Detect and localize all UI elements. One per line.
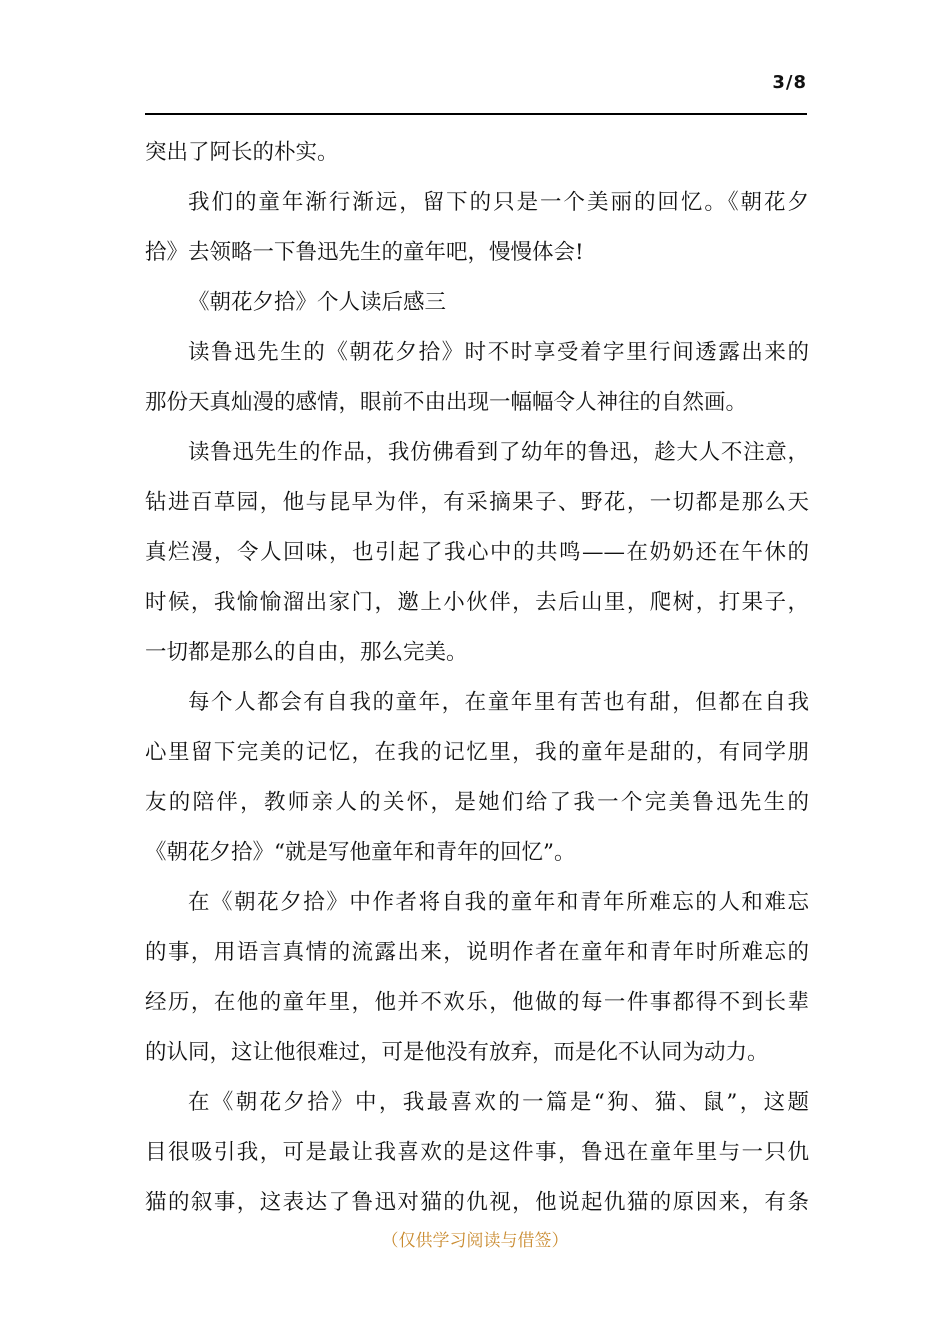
text-line: 一切都是那么的自由，那么完美。 [145, 640, 468, 665]
text-line: 友的陪伴，教师亲人的关怀，是她们给了我一个完美鲁迅先生的 [145, 790, 809, 815]
page-number: 3/8 [772, 72, 807, 93]
header-divider [145, 113, 807, 115]
text-line: 读鲁迅先生的作品，我仿佛看到了幼年的鲁迅，趁大人不注意， [188, 440, 809, 465]
text-line: 我们的童年渐行渐远，留下的只是一个美丽的回忆。《朝花夕 [188, 190, 809, 215]
text-line: 每个人都会有自我的童年，在童年里有苦也有甜，但都在自我 [188, 690, 809, 715]
text-line: 拾》去领略一下鲁迅先生的童年吧，慢慢体会! [145, 240, 584, 265]
text-line: 时候，我愉愉溜出家门，邀上小伙伴，去后山里，爬树，打果子， [145, 590, 809, 615]
text-line: 的认同，这让他很难过，可是他没有放弃，而是化不认同为动力。 [145, 1040, 769, 1065]
document-body [145, 128, 809, 1228]
text-line: 在《朝花夕拾》中作者将自我的童年和青年所难忘的人和难忘 [188, 890, 809, 915]
text-line: 猫的叙事，这表达了鲁迅对猫的仇视，他说起仇猫的原因来，有条 [145, 1190, 809, 1215]
text-line: 目很吸引我，可是最让我喜欢的是这件事，鲁迅在童年里与一只仇 [145, 1140, 809, 1165]
text-line: 经历，在他的童年里，他并不欢乐，他做的每一件事都得不到长辈 [145, 990, 809, 1015]
text-line: 的事，用语言真情的流露出来，说明作者在童年和青年时所难忘的 [145, 940, 809, 965]
text-line: 心里留下完美的记忆，在我的记忆里，我的童年是甜的，有同学朋 [145, 740, 809, 765]
text-line: 突出了阿长的朴实。 [145, 140, 339, 165]
text-line: 在《朝花夕拾》中，我最喜欢的一篇是“狗、猫、鼠”，这题 [188, 1090, 809, 1115]
text-line: 《朝花夕拾》个人读后感三 [188, 290, 447, 315]
text-line: 那份天真灿漫的感情，眼前不由出现一幅幅令人神往的自然画。 [145, 390, 748, 415]
footer-note: （仅供学习阅读与借签） [381, 1231, 569, 1251]
text-line: 真烂漫，令人回味，也引起了我心中的共鸣——在奶奶还在午休的 [145, 540, 809, 565]
text-line: 读鲁迅先生的《朝花夕拾》时不时享受着字里行间透露出来的 [188, 340, 809, 365]
text-line: 钻进百草园，他与昆早为伴，有采摘果子、野花，一切都是那么天 [145, 490, 809, 515]
text-line: 《朝花夕拾》“就是写他童年和青年的回忆”。 [145, 840, 576, 865]
